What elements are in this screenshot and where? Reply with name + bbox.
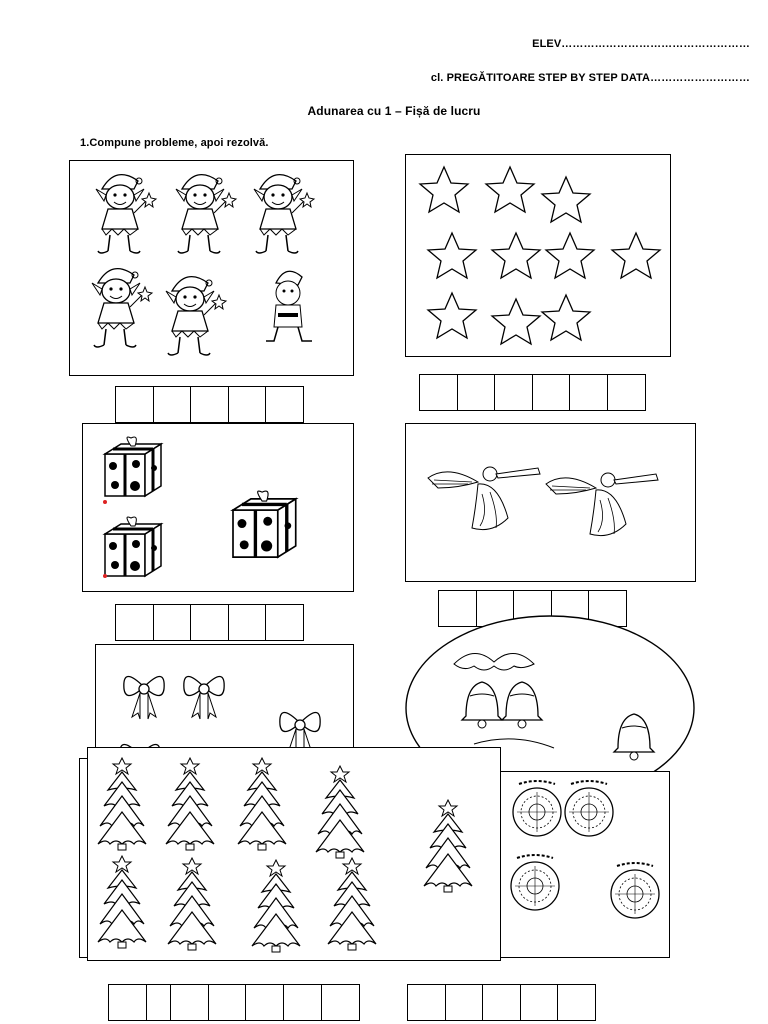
answer-cell[interactable] bbox=[108, 984, 147, 1021]
ornament-icon bbox=[611, 863, 659, 918]
gift-box-icon bbox=[233, 491, 296, 557]
answer-cell[interactable] bbox=[457, 374, 496, 411]
answer-boxes-stars bbox=[419, 374, 646, 411]
christmas-tree-icon bbox=[316, 766, 364, 858]
answer-cell[interactable] bbox=[494, 374, 533, 411]
answer-cell[interactable] bbox=[265, 386, 304, 423]
christmas-tree-icon bbox=[328, 858, 376, 950]
answer-cell[interactable] bbox=[153, 386, 192, 423]
bow-icon bbox=[124, 676, 164, 719]
answer-cell[interactable] bbox=[190, 604, 229, 641]
star-icon bbox=[428, 233, 476, 278]
angels-panel bbox=[405, 423, 696, 582]
answer-cell[interactable] bbox=[265, 604, 304, 641]
gift-box-icon bbox=[105, 437, 161, 496]
gifts-panel bbox=[82, 423, 354, 592]
answer-boxes-trees bbox=[108, 984, 360, 1021]
star-icon bbox=[542, 295, 590, 340]
answer-cell[interactable] bbox=[146, 984, 172, 1021]
ornaments-panel bbox=[492, 771, 670, 958]
star-icon bbox=[486, 167, 534, 212]
answer-cell[interactable] bbox=[228, 386, 267, 423]
elf-icon bbox=[266, 271, 312, 341]
worksheet-title: Adunarea cu 1 – Fișă de lucru bbox=[307, 104, 481, 118]
christmas-tree-icon bbox=[168, 858, 216, 950]
angel-icon bbox=[428, 467, 540, 530]
answer-cell[interactable] bbox=[245, 984, 284, 1021]
answer-cell[interactable] bbox=[208, 984, 247, 1021]
answer-cell[interactable] bbox=[407, 984, 446, 1021]
class-date-line: cl. PREGĂTITOARE STEP BY STEP DATA……………………… bbox=[430, 72, 750, 84]
answer-cell[interactable] bbox=[607, 374, 646, 411]
christmas-tree-icon bbox=[166, 758, 214, 850]
christmas-tree-icon bbox=[98, 856, 146, 948]
exercise-instruction: 1.Compune probleme, apoi rezolvă. bbox=[80, 137, 269, 149]
star-icon bbox=[546, 233, 594, 278]
answer-cell[interactable] bbox=[190, 386, 229, 423]
stars-panel bbox=[405, 154, 671, 357]
christmas-tree-icon bbox=[98, 758, 146, 850]
answer-cell[interactable] bbox=[153, 604, 192, 641]
answer-cell[interactable] bbox=[115, 604, 154, 641]
answer-boxes-elves bbox=[115, 386, 304, 423]
star-icon bbox=[420, 167, 468, 212]
ornament-icon bbox=[565, 781, 613, 836]
student-name-line: ELEV…………………………………………… bbox=[532, 38, 750, 50]
ornament-icon bbox=[513, 781, 561, 836]
star-icon bbox=[428, 293, 476, 338]
answer-cell[interactable] bbox=[482, 984, 521, 1021]
elves-panel bbox=[69, 160, 354, 376]
christmas-tree-icon bbox=[424, 800, 472, 892]
elf-icon bbox=[92, 269, 152, 347]
answer-cell[interactable] bbox=[445, 984, 484, 1021]
elf-icon bbox=[254, 175, 314, 253]
star-icon bbox=[612, 233, 660, 278]
elf-icon bbox=[176, 175, 236, 253]
answer-boxes-gifts bbox=[115, 604, 304, 641]
answer-cell[interactable] bbox=[532, 374, 571, 411]
answer-cell[interactable] bbox=[228, 604, 267, 641]
star-icon bbox=[492, 233, 540, 278]
star-icon bbox=[492, 299, 540, 344]
gift-box-icon bbox=[105, 517, 161, 576]
elf-icon bbox=[166, 277, 226, 355]
answer-cell[interactable] bbox=[170, 984, 209, 1021]
answer-boxes-ornaments bbox=[407, 984, 596, 1021]
bow-icon bbox=[184, 676, 224, 719]
star-icon bbox=[542, 177, 590, 222]
answer-cell[interactable] bbox=[557, 984, 596, 1021]
answer-cell[interactable] bbox=[419, 374, 458, 411]
answer-cell[interactable] bbox=[115, 386, 154, 423]
trees-panel bbox=[87, 747, 501, 961]
answer-cell[interactable] bbox=[283, 984, 322, 1021]
angel-icon bbox=[546, 473, 658, 536]
answer-cell[interactable] bbox=[321, 984, 360, 1021]
answer-cell[interactable] bbox=[569, 374, 608, 411]
answer-cell[interactable] bbox=[520, 984, 559, 1021]
bows-panel bbox=[95, 644, 354, 764]
elf-icon bbox=[96, 175, 156, 253]
christmas-tree-icon bbox=[252, 860, 300, 952]
ornament-icon bbox=[511, 855, 559, 910]
christmas-tree-icon bbox=[238, 758, 286, 850]
